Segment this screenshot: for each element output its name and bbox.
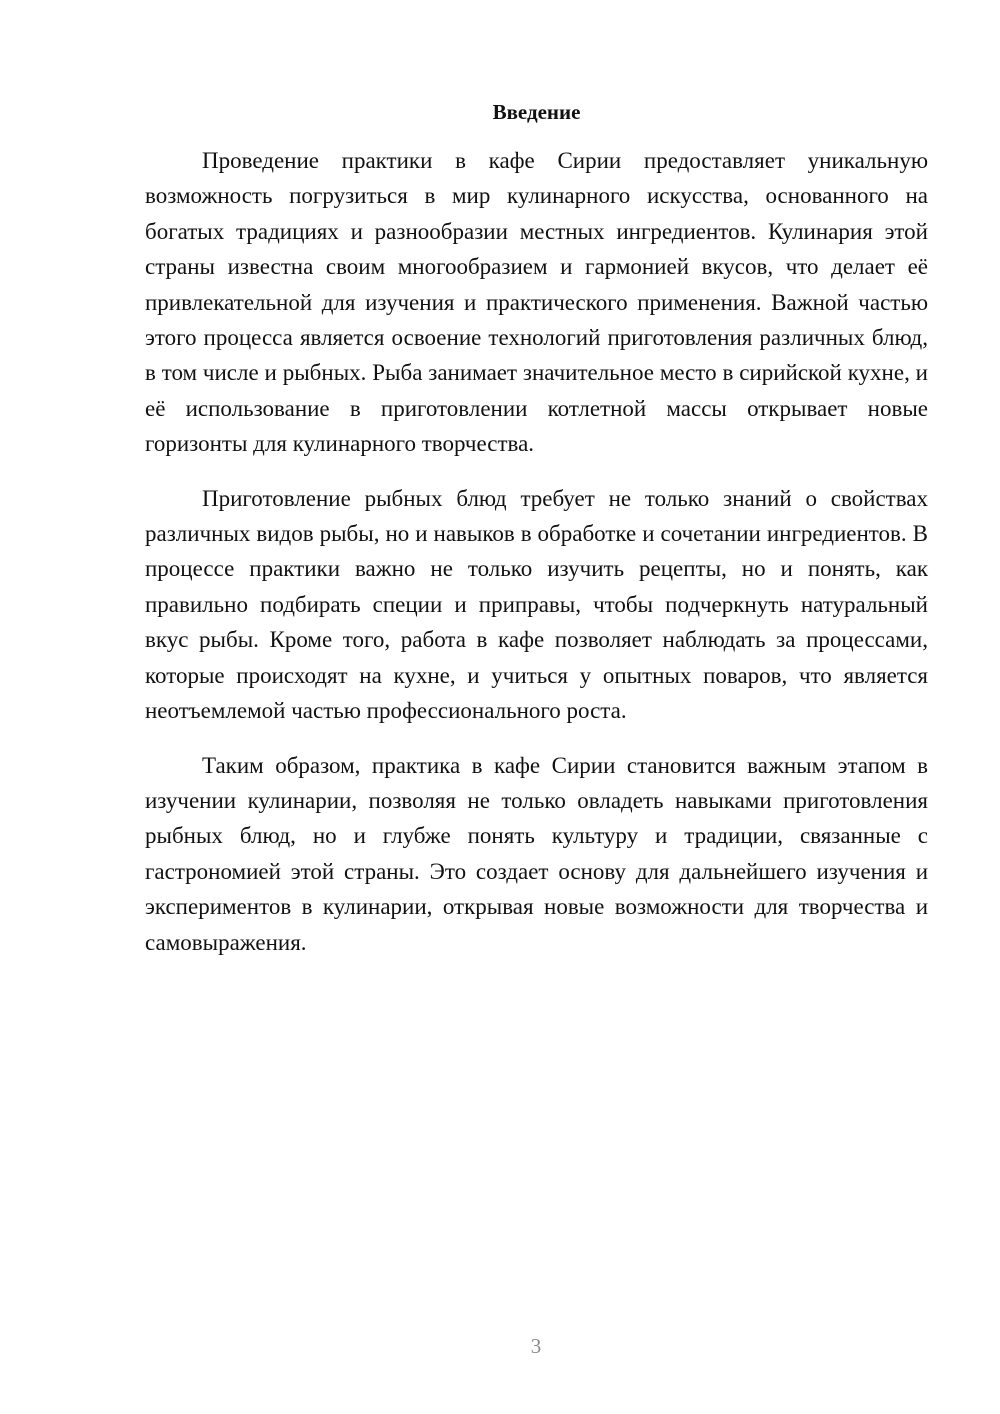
page-number: 3 [530,1334,542,1358]
paragraph-2: Приготовление рыбных блюд требует не только знаний о свойствах различных видов рыбы, но и навыков в обработке и сочетании ингредиентов. В процессе практики важно не только изучить рецепты, но и понять, как правильно подбирать специи и приправы, чтобы подчеркнуть натуральный вкус рыбы. Кроме того, работа в кафе позволяет наблюдать за процессами, которые происходят на кухне, и учиться у опытных поваров, что является неотъемлемой частью профессионального роста. [145,485,928,724]
document-body [145,143,928,979]
page-title: Введение [492,100,581,124]
paragraph-3: Таким образом, практика в кафе Сирии становится важным этапом в изучении кулинарии, позволяя не только овладеть навыками приготовления рыбных блюд, но и глубже понять культуру и традиции, связанные с гастрономией этой страны. Это создает основу для дальнейшего изучения и экспериментов в кулинарии, открывая новые возможности для творчества и самовыражения. [145,752,928,955]
paragraph-1: Проведение практики в кафе Сирии предоставляет уникальную возможность погрузиться в мир кулинарного искусства, основанного на богатых традициях и разнообразии местных ингредиентов. Кулинария этой страны известна своим многообразием и гармонией вкусов, что делает её привлекательной для изучения и практического применения. Важной частью этого процесса является освоение технологий приготовления различных блюд, в том числе и рыбных. Рыба занимает значительное место в сирийской кухне, и её использование в приготовлении котлетной массы открывает новые горизонты для кулинарного творчества. [145,148,928,457]
